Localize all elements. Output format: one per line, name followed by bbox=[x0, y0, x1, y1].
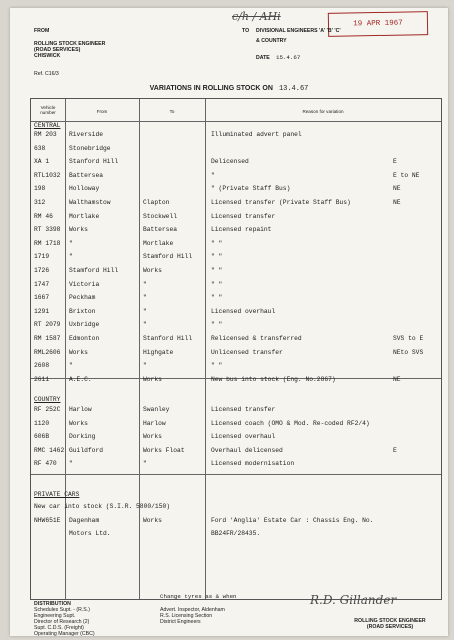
cell-vehicle: RT 3398 bbox=[34, 226, 61, 234]
from-line-2: (ROAD SERVICES) bbox=[34, 47, 81, 53]
cell-reason: " bbox=[211, 171, 215, 179]
cell-to: " bbox=[143, 460, 147, 468]
column-header-to: To bbox=[169, 109, 175, 114]
cell-reason: Licensed transfer (Private Staff Bus) bbox=[211, 199, 351, 206]
cell-to: " bbox=[143, 294, 147, 302]
cell-to: Works Float bbox=[143, 446, 185, 454]
cell-from: Guildford bbox=[69, 446, 104, 454]
cell-from: Victoria bbox=[69, 280, 100, 288]
cell-reason: " " bbox=[211, 280, 223, 288]
cell-vehicle: RMC 1462 bbox=[34, 446, 65, 454]
cell-vehicle: RM 1718 bbox=[34, 239, 61, 247]
cell-from: Brixton bbox=[69, 307, 96, 315]
cell-from: Dorking bbox=[69, 433, 96, 441]
distribution-item: Supt. C.D.S. (Freight) bbox=[34, 625, 84, 631]
cell-vehicle: RM 46 bbox=[34, 212, 53, 220]
cell-vehicle: 606B bbox=[34, 433, 50, 441]
handwritten-scrawl: c/h / AHi bbox=[232, 10, 281, 23]
column-header-reason: Reason for variation bbox=[302, 109, 344, 114]
cell-reason: " " bbox=[211, 321, 223, 329]
date-label: DATE bbox=[256, 55, 270, 61]
cell-vehicle: 1747 bbox=[34, 280, 50, 288]
cell-vehicle: RT 2079 bbox=[34, 321, 61, 329]
cell-to: " bbox=[143, 307, 147, 315]
cell-from: Walthamstow bbox=[69, 199, 111, 206]
cell-from: " bbox=[69, 362, 73, 370]
table-row bbox=[31, 238, 441, 249]
table-row bbox=[31, 501, 441, 512]
table-row bbox=[31, 347, 441, 358]
table-row bbox=[31, 431, 441, 442]
cell-reason: " " bbox=[211, 239, 223, 247]
cell-from: Edmonton bbox=[69, 335, 100, 342]
cell-to: Stanford Hill bbox=[143, 335, 193, 342]
table-row bbox=[31, 319, 441, 330]
cell-engineer: SVS to E bbox=[393, 335, 424, 342]
distribution-item: Engineering Supt. bbox=[34, 613, 76, 619]
cell-from: Stamford Hill bbox=[69, 267, 119, 274]
cell-vehicle: 638 bbox=[34, 144, 46, 152]
table-row bbox=[31, 306, 441, 317]
cell-from: Dagenham bbox=[69, 516, 100, 524]
table-row bbox=[31, 418, 441, 429]
cell-vehicle: 2611 bbox=[34, 375, 50, 383]
cell-reason: Licensed coach (OMO & Mod. Re-coded RF2/4) bbox=[211, 419, 370, 427]
date-value: 15.4.67 bbox=[276, 54, 301, 61]
cell-from: " bbox=[69, 239, 73, 247]
table-row bbox=[31, 528, 441, 539]
table-row bbox=[31, 129, 441, 140]
cell-vehicle: 1719 bbox=[34, 253, 50, 261]
cell-engineer: NE bbox=[393, 199, 401, 206]
cell-from: Works bbox=[69, 226, 88, 234]
cell-from: Works bbox=[69, 419, 88, 427]
cell-reason: Delicensed bbox=[211, 158, 249, 166]
cell-from: Battersea bbox=[69, 171, 104, 179]
cell-reason: " " bbox=[211, 294, 223, 302]
table-row bbox=[31, 360, 441, 371]
title-text: VARIATIONS IN ROLLING STOCK ON bbox=[149, 85, 273, 92]
cell-vehicle: 2608 bbox=[34, 362, 50, 370]
cell-vehicle: 312 bbox=[34, 199, 46, 206]
signature-title-2: (ROAD SERVICES) bbox=[366, 624, 414, 630]
cell-reason: Licensed modernisation bbox=[211, 460, 295, 468]
cell-to: Works bbox=[143, 267, 162, 274]
section-country: COUNTRY bbox=[34, 396, 61, 403]
cell-from: " bbox=[69, 253, 73, 261]
table-row bbox=[31, 445, 441, 456]
distribution-item: R.S. Licensing Section bbox=[160, 613, 213, 619]
tyre-note: Change tyres as & when bbox=[160, 593, 237, 600]
cell-reason: Licensed transfer bbox=[211, 406, 276, 413]
cell-engineer: NEto SVS bbox=[393, 348, 424, 356]
from-line-3: CHISWICK bbox=[34, 53, 61, 59]
document-page bbox=[10, 8, 448, 636]
cell-from: " bbox=[69, 460, 73, 468]
signature: R.D. Gillander bbox=[310, 593, 397, 607]
table-row bbox=[31, 265, 441, 276]
document-title bbox=[10, 85, 448, 93]
cell-vehicle: RTL1032 bbox=[34, 171, 61, 179]
column-header-vehicle: Vehicle number bbox=[40, 105, 56, 115]
table-row bbox=[31, 292, 441, 303]
cell-reason: Unlicensed transfer bbox=[211, 348, 283, 356]
from-line-1: ROLLING STOCK ENGINEER bbox=[34, 41, 106, 47]
to-label: TO bbox=[242, 28, 250, 34]
distribution-label: DISTRIBUTION bbox=[34, 601, 71, 607]
distribution-item: Operating Manager (CBC) bbox=[34, 631, 95, 636]
cell-reason: New bus into stock (Eng. No.2867) bbox=[211, 375, 336, 383]
table-row bbox=[31, 170, 441, 181]
cell-vehicle: RF 470 bbox=[34, 460, 57, 468]
cell-reason: " " bbox=[211, 253, 223, 261]
received-date-stamp: 19 APR 1967 bbox=[328, 11, 428, 37]
cell-from: Motors Ltd. bbox=[69, 530, 111, 538]
table-row bbox=[31, 143, 441, 154]
cell-to: Mortlake bbox=[143, 239, 174, 247]
signature-title-1: ROLLING STOCK ENGINEER bbox=[354, 618, 426, 624]
cell-to: Battersea bbox=[143, 226, 178, 234]
table-row bbox=[31, 156, 441, 167]
cell-to: Swanley bbox=[143, 406, 170, 413]
cell-reason: " " bbox=[211, 362, 223, 370]
cell-reason: BB24FR/28435. bbox=[211, 530, 261, 538]
cell-vehicle: XA 1 bbox=[34, 158, 50, 166]
cell-reason: Overhaul delicensed bbox=[211, 446, 283, 454]
cell-from: Riverside bbox=[69, 131, 104, 138]
cell-reason: " (Private Staff Bus) bbox=[211, 185, 291, 193]
cell-from: Stonebridge bbox=[69, 144, 111, 152]
cell-from: Holloway bbox=[69, 185, 100, 193]
section-central: CENTRAL bbox=[34, 122, 61, 129]
cell-from: Uxbridge bbox=[69, 321, 100, 329]
cell-to: Clapton bbox=[143, 199, 170, 206]
distribution-item: Advert. Inspector, Aldenham bbox=[160, 607, 225, 613]
cell-to: Stockwell bbox=[143, 212, 178, 220]
to-line-1: DIVISIONAL ENGINEERS 'A' 'B' 'C' bbox=[256, 28, 341, 34]
distribution-list-left bbox=[34, 607, 95, 636]
cell-to: " bbox=[143, 321, 147, 329]
cell-to: Stamford Hill bbox=[143, 253, 193, 261]
cell-vehicle: RM 203 bbox=[34, 131, 57, 138]
cell-to: Works bbox=[143, 433, 162, 441]
table-row bbox=[31, 183, 441, 194]
cell-from: Peckham bbox=[69, 294, 96, 302]
cell-to: Works bbox=[143, 375, 162, 383]
cell-reason: Illuminated advert panel bbox=[211, 131, 302, 138]
cell-vehicle: RML2606 bbox=[34, 348, 61, 356]
cell-vehicle: RF 252C bbox=[34, 406, 61, 413]
table-row bbox=[31, 224, 441, 235]
from-label: FROM bbox=[34, 28, 50, 34]
table-row bbox=[31, 404, 441, 415]
distribution-item: Schedules Supt. - (R.S.) bbox=[34, 607, 90, 613]
reference-number: Ref. C16/3 bbox=[34, 71, 59, 77]
cell-to: " bbox=[143, 362, 147, 370]
cell-engineer: E bbox=[393, 158, 397, 166]
distribution-item: District Engineers bbox=[160, 619, 201, 625]
cell-from: Stanford Hill bbox=[69, 158, 119, 166]
title-date: 13.4.67 bbox=[278, 85, 309, 93]
cell-reason: Licensed overhaul bbox=[211, 433, 276, 441]
cell-from: Works bbox=[69, 348, 88, 356]
cell-to: Works bbox=[143, 516, 162, 524]
cell-vehicle: 1667 bbox=[34, 294, 50, 302]
table-row bbox=[31, 211, 441, 222]
cell-from: Mortlake bbox=[69, 212, 100, 220]
section-private-cars: PRIVATE CARS bbox=[34, 491, 80, 498]
cell-vehicle: NHW651E bbox=[34, 516, 61, 524]
cell-engineer: NE bbox=[393, 185, 401, 193]
cell-reason: Licensed transfer bbox=[211, 212, 276, 220]
cell-vehicle: 198 bbox=[34, 185, 46, 193]
cell-to: " bbox=[143, 280, 147, 288]
table-row bbox=[31, 515, 441, 526]
column-header-from: From bbox=[96, 109, 108, 114]
table-row bbox=[31, 251, 441, 262]
cell-vehicle: 1120 bbox=[34, 419, 50, 427]
cell-engineer: NE bbox=[393, 375, 401, 383]
table-row bbox=[31, 333, 441, 344]
cell-reason: Licensed repaint bbox=[211, 226, 272, 234]
distribution-item: Director of Research (2) bbox=[34, 619, 90, 625]
cell-vehicle: 1291 bbox=[34, 307, 50, 315]
to-line-2: & COUNTRY bbox=[256, 38, 287, 44]
table-row bbox=[31, 197, 441, 208]
cell-reason: Ford 'Anglia' Estate Car : Chassis Eng. No. bbox=[211, 516, 374, 524]
cell-from: Harlow bbox=[69, 406, 92, 413]
cell-engineer: E to NE bbox=[393, 171, 420, 179]
cell-reason: Licensed overhaul bbox=[211, 307, 276, 315]
cell-vehicle: New car into stock (S.I.R. 5800/150) bbox=[34, 503, 171, 510]
table-row bbox=[31, 279, 441, 290]
cell-engineer: E bbox=[393, 446, 397, 454]
variations-table bbox=[30, 98, 442, 600]
table-row bbox=[31, 458, 441, 469]
cell-to: Highgate bbox=[143, 348, 174, 356]
cell-from: A.E.C. bbox=[69, 375, 92, 383]
cell-vehicle: 1726 bbox=[34, 267, 50, 274]
cell-reason: " " bbox=[211, 267, 223, 274]
distribution-list-right bbox=[160, 607, 225, 625]
table-row bbox=[31, 374, 441, 385]
cell-reason: Relicensed & transferred bbox=[211, 335, 302, 342]
cell-to: Harlow bbox=[143, 419, 166, 427]
cell-vehicle: RM 1587 bbox=[34, 335, 61, 342]
